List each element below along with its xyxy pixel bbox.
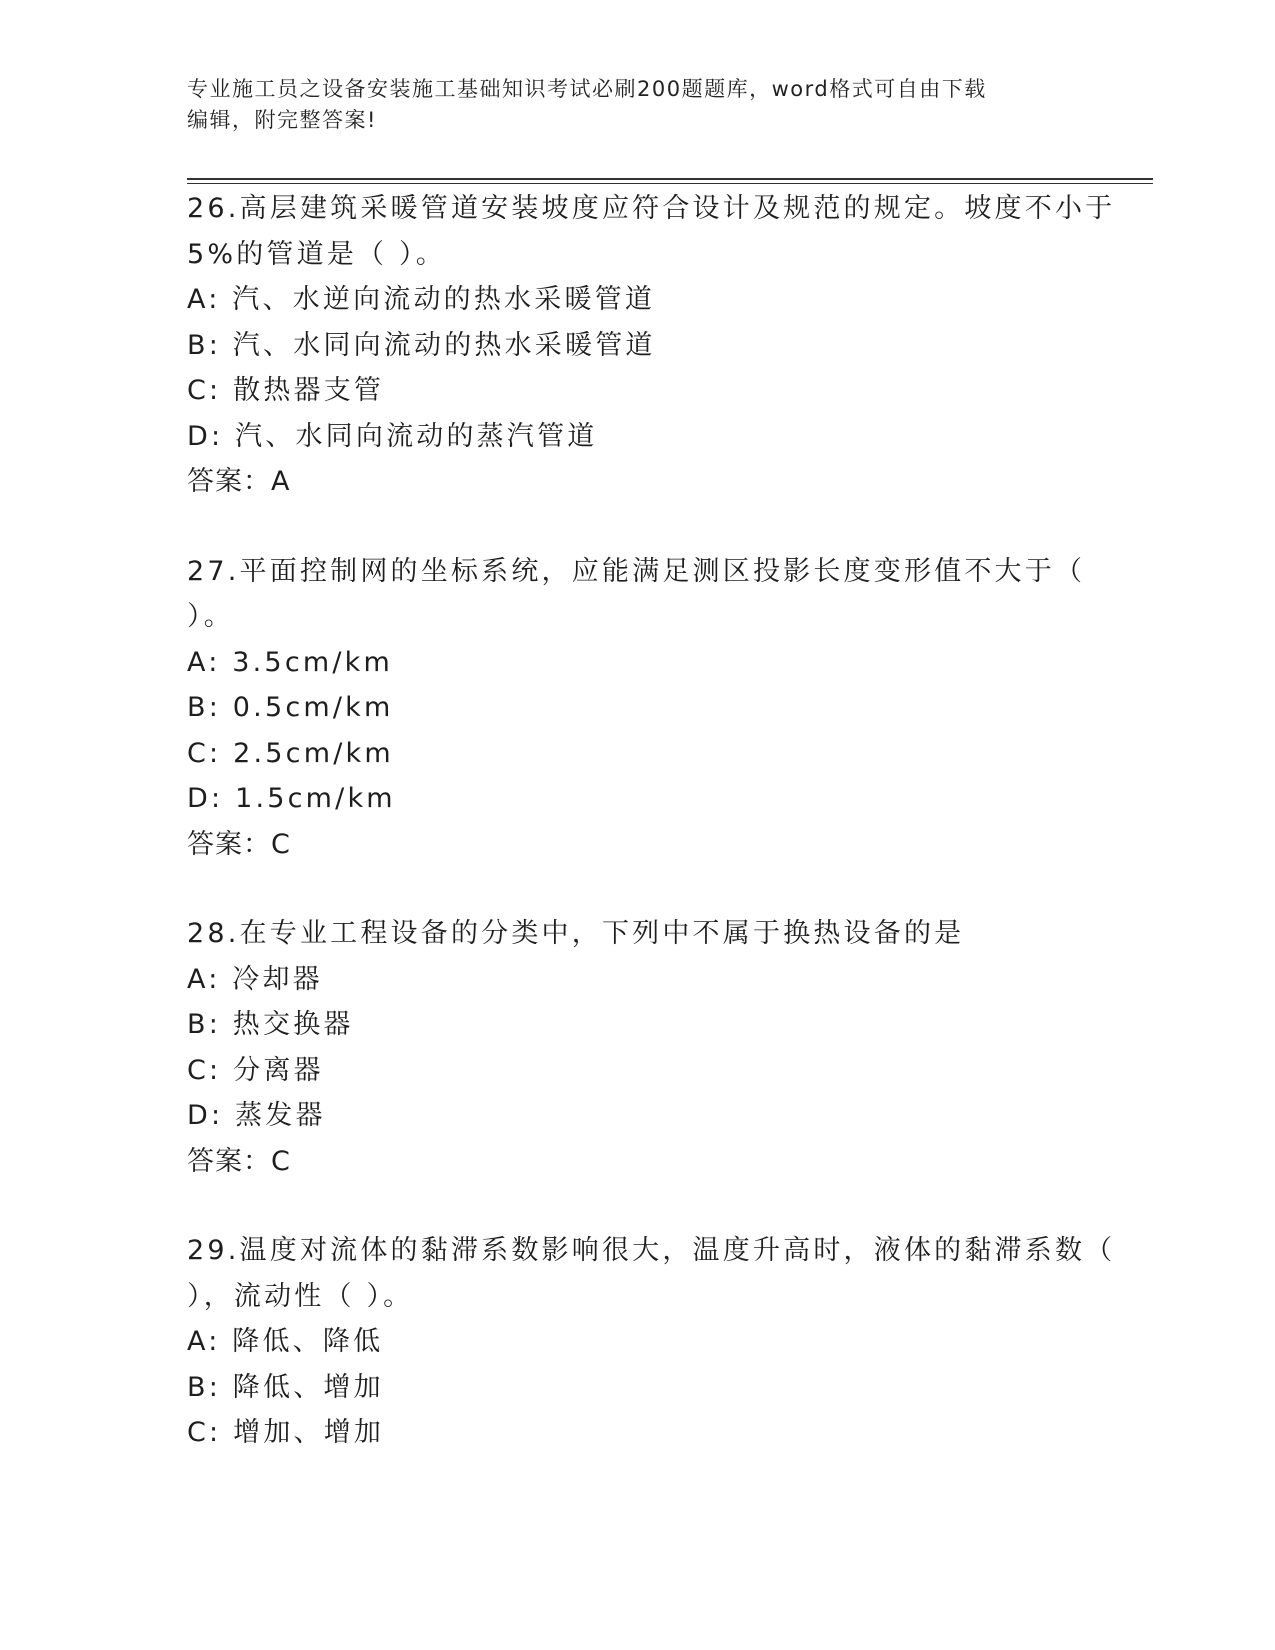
question-26 xyxy=(187,186,1116,505)
option-c: C: 增加、增加 xyxy=(187,1417,385,1448)
header-rule-thin xyxy=(187,183,1153,184)
question-stem: ）。 xyxy=(187,601,234,632)
option-c: C: 分离器 xyxy=(187,1054,324,1086)
header-line-1: 专业施工员之设备安装施工基础知识考试必刷200题题库，word格式可自由下载 xyxy=(187,77,987,101)
option-c: C: 散热器支管 xyxy=(187,375,385,406)
question-list xyxy=(187,186,1116,1500)
option-a: A: 冷却器 xyxy=(187,963,323,995)
answer-line: 答案：C xyxy=(187,1145,291,1177)
document-header xyxy=(187,74,1067,136)
header-line-2: 编辑，附完整答案! xyxy=(187,108,377,132)
question-29 xyxy=(187,1228,1116,1456)
question-28 xyxy=(187,911,1087,1184)
option-d: D: 蒸发器 xyxy=(187,1100,326,1131)
option-b: B: 0.5cm/km xyxy=(187,692,394,723)
question-stem: ），流动性（ ）。 xyxy=(187,1280,414,1312)
option-c: C: 2.5cm/km xyxy=(187,737,394,769)
header-rule-thick xyxy=(187,178,1153,180)
question-stem: 5%的管道是（ ）。 xyxy=(187,238,446,270)
question-27 xyxy=(187,549,1087,868)
option-a: A: 降低、降低 xyxy=(187,1326,384,1357)
option-a: A: 3.5cm/km xyxy=(187,646,393,678)
option-b: B: 汽、水同向流动的热水采暖管道 xyxy=(187,329,656,361)
question-stem: 26.高层建筑采暖管道安装坡度应符合设计及规范的规定。坡度不小于 xyxy=(187,193,1116,224)
question-stem: 28.在专业工程设备的分类中，下列中不属于换热设备的是 xyxy=(187,918,965,949)
option-d: D: 汽、水同向流动的蒸汽管道 xyxy=(187,420,598,452)
answer-line: 答案：A xyxy=(187,466,291,497)
option-d: D: 1.5cm/km xyxy=(187,783,396,814)
option-b: B: 热交换器 xyxy=(187,1009,354,1040)
option-a: A: 汽、水逆向流动的热水采暖管道 xyxy=(187,284,656,315)
option-b: B: 降低、增加 xyxy=(187,1371,384,1403)
question-stem: 29.温度对流体的黏滞系数影响很大，温度升高时，液体的黏滞系数（ xyxy=(187,1235,1116,1266)
question-stem: 27.平面控制网的坐标系统，应能满足测区投影长度变形值不大于（ xyxy=(187,555,1086,587)
answer-line: 答案：C xyxy=(187,828,291,860)
